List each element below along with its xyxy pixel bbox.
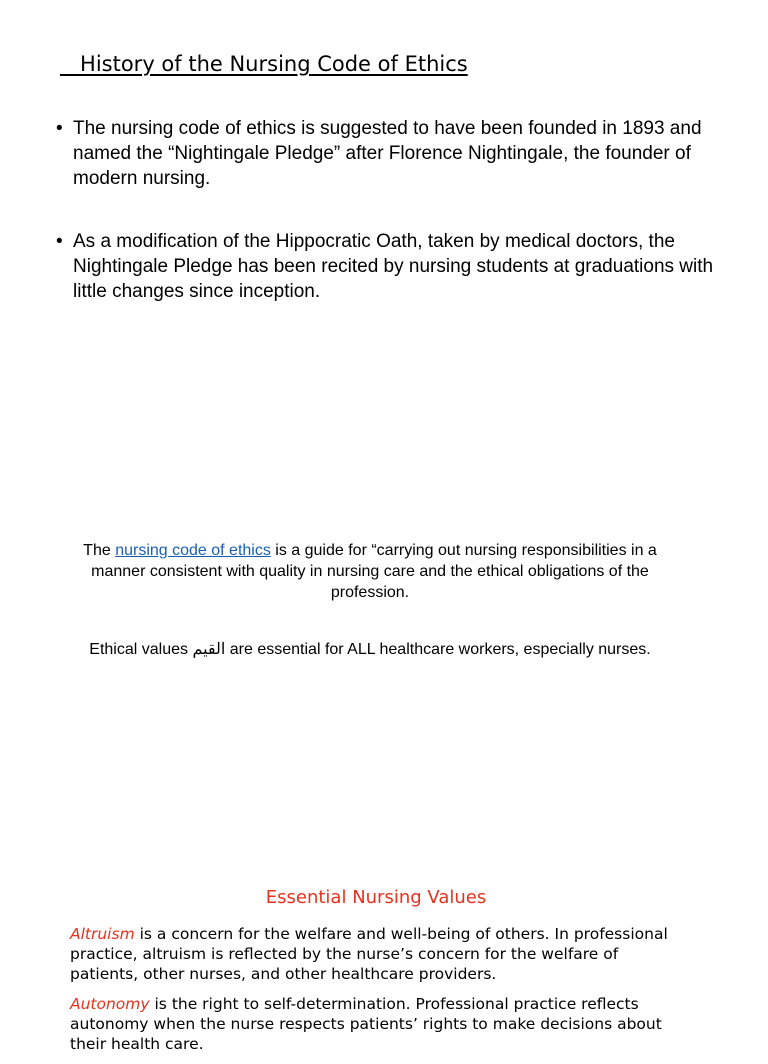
bullet-text: As a modification of the Hippocratic Oath, taken by medical doctors, the Nightingale Pledge has been recited by nursing students at graduations with little changes since inception. xyxy=(73,231,714,302)
guide-prefix: The xyxy=(83,542,116,559)
guide-paragraph xyxy=(80,540,660,603)
ethics-suffix: are essential for ALL healthcare workers, especially nurses. xyxy=(225,641,651,658)
value-description: is the right to self-determination. Professional practice reflects autonomy when the nurse respects patients’ rights to make decisions about their health care. xyxy=(70,995,662,1053)
nursing-code-link[interactable]: nursing code of ethics xyxy=(115,542,271,559)
values-list xyxy=(70,924,680,1064)
value-term: Autonomy xyxy=(70,995,150,1013)
page-title xyxy=(60,50,468,78)
values-heading: Essential Nursing Values xyxy=(265,887,487,908)
bullet-text: The nursing code of ethics is suggested to have been founded in 1893 and named the “Nightingale Pledge” after Florence Nightingale, the founder of modern nursing. xyxy=(73,118,702,189)
ethics-prefix: Ethical values xyxy=(89,641,193,658)
bullet-marker: • xyxy=(56,118,63,139)
value-item xyxy=(70,994,680,1054)
value-description: is a concern for the welfare and well-being of others. In professional practice, altruism is reflected by the nurse’s concern for the welfare of patients, other nurses, and other healthcare providers. xyxy=(70,925,668,983)
list-item xyxy=(56,229,736,304)
value-item xyxy=(70,924,680,984)
guide-suffix: is a guide for “carrying out nursing responsibilities in a manner consistent with quality in nursing care and the ethical obligations of the profession. xyxy=(91,542,657,601)
list-item xyxy=(56,116,736,191)
title-indent xyxy=(60,52,80,76)
history-bullet-list xyxy=(56,116,736,342)
value-term: Altruism xyxy=(70,925,135,943)
title-text: History of the Nursing Code of Ethics xyxy=(80,52,468,76)
bullet-marker: • xyxy=(56,231,63,252)
arabic-term: القيم xyxy=(192,641,226,658)
ethics-paragraph xyxy=(80,639,660,660)
